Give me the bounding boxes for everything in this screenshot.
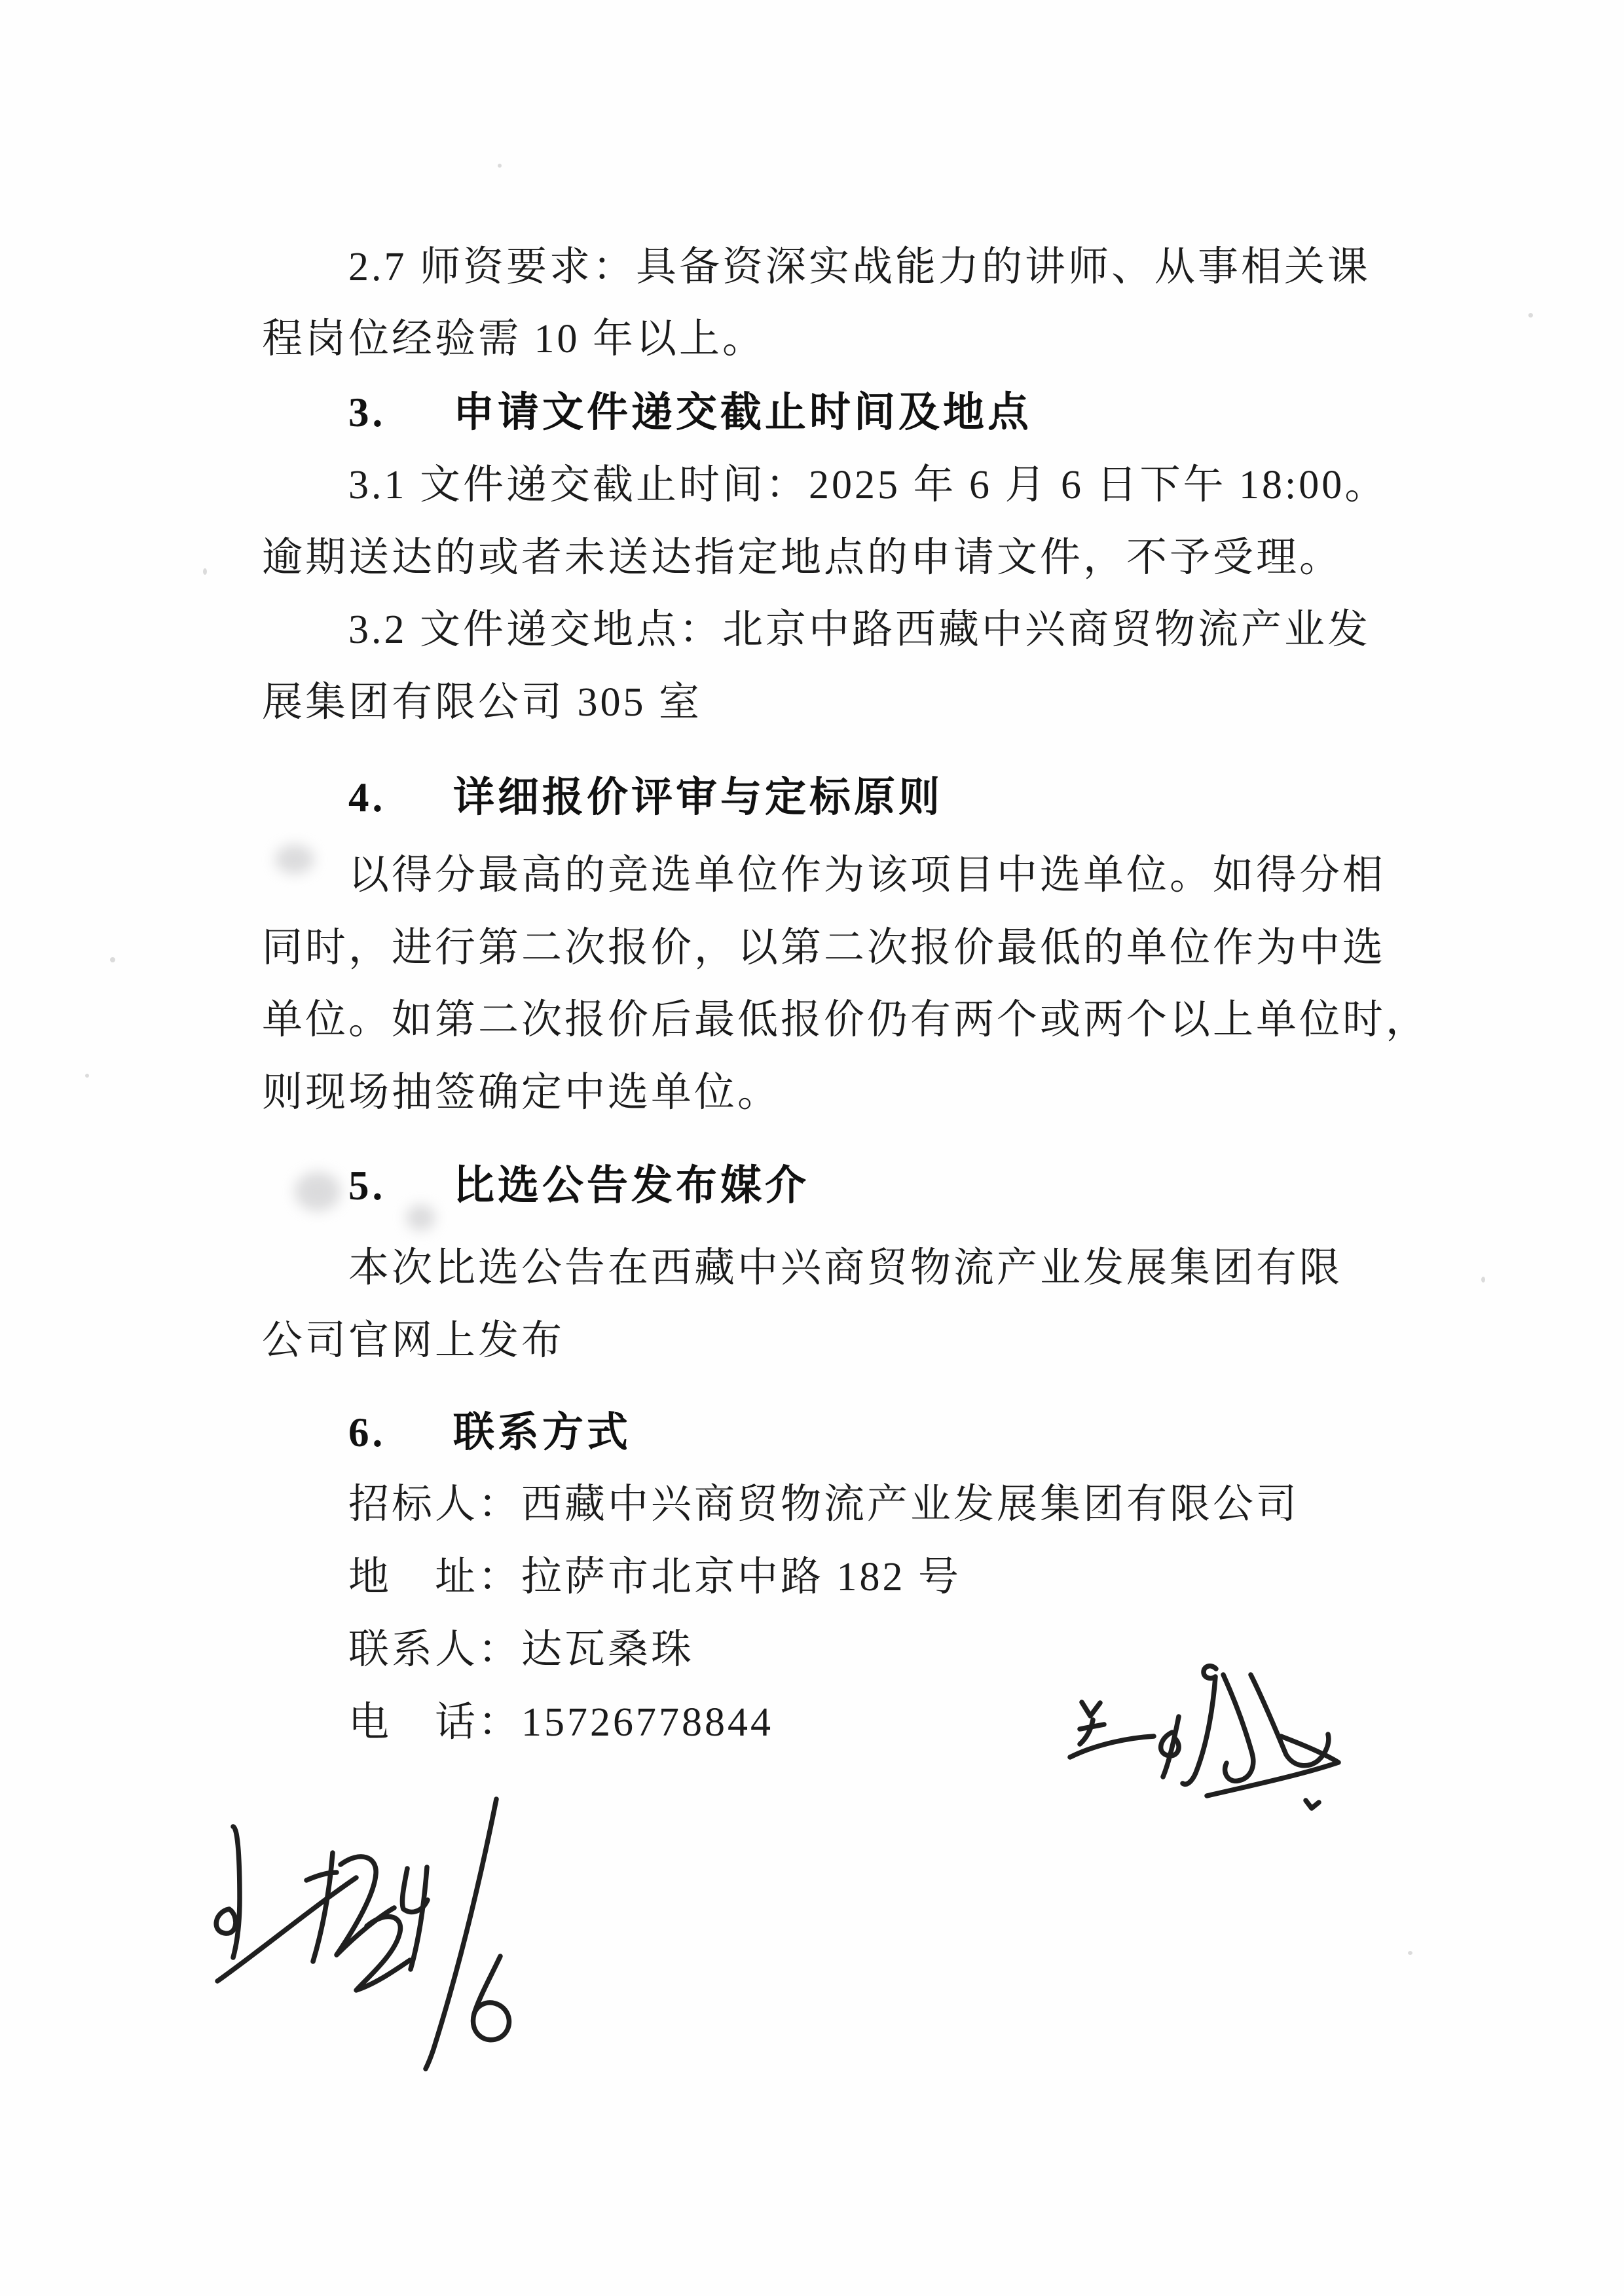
scan-smudge: [275, 845, 314, 874]
section-4-para-line-3: 单位。如第二次报价后最低报价仍有两个或两个以上单位时，: [262, 998, 1430, 1042]
section-4-heading: [348, 774, 943, 821]
clause-3-1-line-2: 逾期送达的或者未送达指定地点的申请文件，不予受理。: [262, 536, 1343, 580]
section-6-heading: [348, 1409, 631, 1456]
section-5-heading: [348, 1162, 809, 1209]
handwritten-signature-date-mark: [144, 1794, 550, 2082]
section-5-title: 比选公告发布媒介: [453, 1163, 809, 1209]
section-3-title: 申请文件递交截止时间及地点: [453, 390, 1032, 435]
scan-smudge: [295, 1172, 341, 1211]
handwritten-signature-right: [1048, 1650, 1349, 1820]
contact-address-line: 地 址：拉萨市北京中路 182 号: [348, 1555, 962, 1599]
scan-speck: [1481, 1277, 1485, 1283]
scan-speck: [203, 568, 207, 575]
section-4-para-line-1: 以得分最高的竞选单位作为该项目中选单位。如得分相: [348, 853, 1386, 898]
section-4-para-line-4: 则现场抽签确定中选单位。: [262, 1070, 781, 1115]
section-6-number: 6.: [348, 1410, 386, 1455]
contact-tenderer-line: 招标人：西藏中兴商贸物流产业发展集团有限公司: [348, 1482, 1300, 1527]
clause-2-7-line-2: 程岗位经验需 10 年以上。: [262, 317, 766, 361]
clause-3-1-line: 3.1 文件递交截止时间：2025 年 6 月 6 日下午 18:00。: [348, 463, 1388, 507]
section-4-para-line-2: 同时，进行第二次报价，以第二次报价最低的单位作为中选: [262, 926, 1386, 970]
contact-person-line: 联系人：达瓦桑珠: [348, 1628, 695, 1672]
clause-3-2-line-1: 3.2 文件递交地点：北京中路西藏中兴商贸物流产业发: [348, 608, 1371, 652]
section-5-number: 5.: [348, 1163, 386, 1209]
section-3-number: 3.: [348, 390, 386, 435]
clause-3-2-line-2: 展集团有限公司 305 室: [262, 680, 703, 725]
scan-smudge: [406, 1205, 435, 1231]
contact-phone-line: 电 话：15726778844: [348, 1700, 774, 1745]
section-5-para-line-1: 本次比选公告在西藏中兴商贸物流产业发展集团有限: [348, 1246, 1343, 1290]
section-6-title: 联系方式: [453, 1410, 631, 1455]
scan-speck: [110, 957, 115, 962]
scan-speck: [498, 164, 502, 168]
scan-speck: [1408, 1951, 1412, 1955]
section-4-number: 4.: [348, 774, 386, 820]
section-4-title: 详细报价评审与定标原则: [453, 774, 943, 820]
scan-speck: [1528, 313, 1533, 318]
section-3-heading: [348, 389, 1032, 436]
clause-2-7-line-1: 2.7 师资要求：具备资深实战能力的讲师、从事相关课: [348, 245, 1371, 289]
section-5-para-line-2: 公司官网上发布: [262, 1319, 565, 1363]
scan-speck: [85, 1074, 89, 1078]
